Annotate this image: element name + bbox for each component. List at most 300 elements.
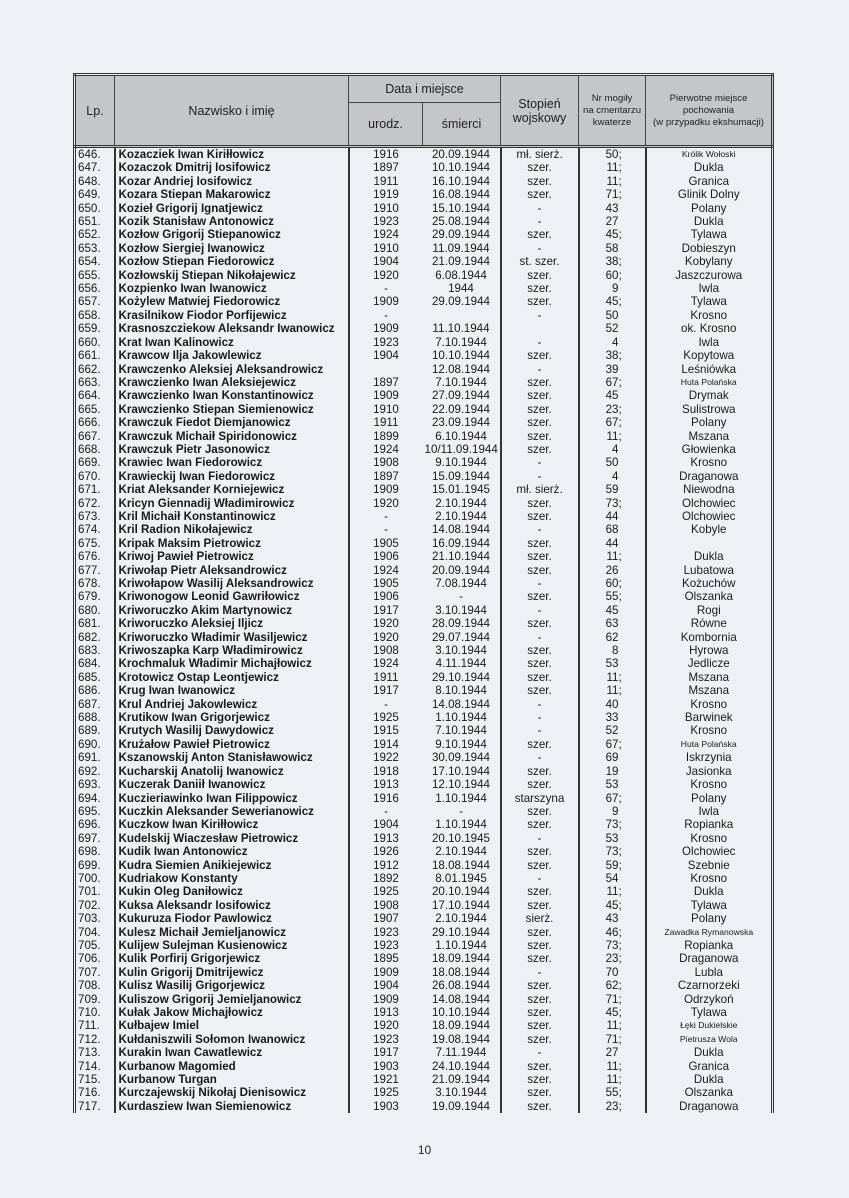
original-burial-place: Barwinek — [646, 711, 773, 724]
row-number: 690. — [75, 738, 115, 751]
table-row — [75, 322, 773, 335]
original-burial-place: Tylawa — [646, 228, 773, 241]
original-burial-place: Draganowa — [646, 1100, 773, 1113]
grave-number-separator: ; — [618, 925, 622, 939]
birth-year: 1904 — [373, 349, 399, 363]
soldier-name: Krug Iwan Iwanowicz — [115, 684, 349, 697]
death-date: 29.09.1944 — [423, 228, 501, 241]
table-row — [75, 416, 773, 429]
death-date: 10.10.1944 — [423, 1006, 501, 1019]
military-rank: - — [501, 832, 579, 845]
row-number: 669. — [75, 456, 115, 469]
row-number: 662. — [75, 363, 115, 376]
grave-number-value: 62 — [605, 979, 619, 993]
soldier-name: Krużałow Pawieł Pietrowicz — [115, 738, 349, 751]
row-number: 664. — [75, 389, 115, 402]
grave-number-value: 38 — [605, 349, 619, 363]
soldier-name: Kozaczok Dmitrij Iosifowicz — [115, 161, 349, 174]
military-rank: szer. — [501, 859, 579, 872]
grave-number-value: 50 — [605, 308, 619, 322]
birth-year: 1925 — [373, 1086, 399, 1100]
original-burial-place: Kobylany — [646, 255, 773, 268]
table-header — [75, 75, 773, 147]
soldier-name: Kozłowskij Stiepan Nikołajewicz — [115, 269, 349, 282]
birth-year: 1903 — [373, 1059, 399, 1073]
grave-number — [579, 1006, 646, 1019]
military-rank: szer. — [501, 161, 579, 174]
military-rank: szer. — [501, 644, 579, 657]
grave-number — [579, 738, 646, 751]
table-row — [75, 926, 773, 939]
original-burial-place: Lubla — [646, 966, 773, 979]
military-rank: - — [501, 470, 579, 483]
row-number: 666. — [75, 416, 115, 429]
soldier-name: Krawczienko Iwan Aleksiejewicz — [115, 376, 349, 389]
military-rank: szer. — [501, 926, 579, 939]
row-number: 695. — [75, 805, 115, 818]
soldier-name: Kurczajewskij Nikołaj Dienisowicz — [115, 1086, 349, 1099]
soldier-name: Kriworuczko Władimir Wasiljewicz — [115, 631, 349, 644]
row-number: 691. — [75, 751, 115, 764]
soldier-name: Krawczienko Stiepan Siemienowicz — [115, 403, 349, 416]
grave-number-value: 45 — [605, 1006, 619, 1019]
grave-number — [579, 792, 646, 805]
row-number: 709. — [75, 993, 115, 1006]
row-number: 672. — [75, 497, 115, 510]
header-grave — [579, 75, 646, 147]
death-date: 18.09.1944 — [423, 1019, 501, 1032]
row-number: 648. — [75, 175, 115, 188]
original-burial-place: Olszanka — [646, 590, 773, 603]
grave-number-value: 4 — [612, 469, 619, 483]
grave-number-value: 43 — [605, 912, 619, 926]
original-burial-place: Królik Wołoski — [646, 147, 773, 162]
grave-number-value: 11 — [606, 174, 619, 188]
soldier-name: Kułak Jakow Michajłowicz — [115, 1006, 349, 1019]
row-number: 659. — [75, 322, 115, 335]
military-rank: szer. — [501, 175, 579, 188]
original-burial-place: Tylawa — [646, 1006, 773, 1019]
original-burial-place: Ropianka — [646, 818, 773, 831]
table-row — [75, 161, 773, 174]
original-burial-place: Olszanka — [646, 1086, 773, 1099]
original-burial-place: Dukla — [646, 1073, 773, 1086]
death-date: 8.10.1944 — [423, 684, 501, 697]
birth-year: 1916 — [373, 791, 399, 805]
death-date: 1.10.1944 — [423, 939, 501, 952]
military-rank: szer. — [501, 430, 579, 443]
military-rank: - — [501, 456, 579, 469]
military-rank: - — [501, 724, 579, 737]
grave-number-value: 11 — [606, 550, 619, 564]
birth-year: 1924 — [373, 657, 399, 671]
original-burial-place: Łęki Dukielskie — [646, 1019, 773, 1032]
military-rank: szer. — [501, 537, 579, 550]
soldier-name: Kozik Stanisław Antonowicz — [115, 215, 349, 228]
grave-number-separator: ; — [618, 174, 622, 188]
soldier-name: Kulisz Wasilij Grigorjewicz — [115, 979, 349, 992]
soldier-name: Kozłow Siergiej Iwanowicz — [115, 242, 349, 255]
death-date: 18.08.1944 — [423, 966, 501, 979]
soldier-name: Krawczuk Pietr Jasonowicz — [115, 443, 349, 456]
grave-number-value: 73 — [605, 845, 619, 859]
grave-number-value: 44 — [605, 536, 619, 550]
grave-number — [579, 832, 646, 845]
military-rank: szer. — [501, 376, 579, 389]
soldier-name: Krawiec Iwan Fiedorowicz — [115, 456, 349, 469]
military-rank: szer. — [501, 564, 579, 577]
header-name: Nazwisko i imię — [115, 75, 349, 147]
original-burial-place: Krosno — [646, 832, 773, 845]
table-row — [75, 711, 773, 724]
table-row — [75, 188, 773, 201]
military-rank: szer. — [501, 1033, 579, 1046]
military-rank: szer. — [501, 403, 579, 416]
header-birth: urodz. — [349, 103, 423, 147]
row-number: 710. — [75, 1006, 115, 1019]
row-number: 715. — [75, 1073, 115, 1086]
original-burial-place: Leśniówka — [646, 363, 773, 376]
military-rank: sierż. — [501, 912, 579, 925]
original-burial-place: Glinik Dolny — [646, 188, 773, 201]
table-row — [75, 537, 773, 550]
death-date: 21.09.1944 — [423, 1073, 501, 1086]
military-rank: szer. — [501, 1019, 579, 1032]
table-row — [75, 349, 773, 362]
row-number: 698. — [75, 845, 115, 858]
military-rank: starszyna — [501, 792, 579, 805]
row-number: 683. — [75, 644, 115, 657]
soldier-name: Kozara Stiepan Makarowicz — [115, 188, 349, 201]
table-row — [75, 845, 773, 858]
grave-number — [579, 336, 646, 349]
original-burial-place: Krosno — [646, 309, 773, 322]
row-number: 673. — [75, 510, 115, 523]
grave-number-value: 52 — [605, 724, 619, 738]
death-date: 2.10.1944 — [423, 510, 501, 523]
header-rank — [501, 75, 579, 147]
grave-number-value: 71 — [605, 992, 619, 1006]
grave-number — [579, 537, 646, 550]
grave-number-value: 43 — [605, 201, 619, 215]
soldier-name: Kudelskij Wiaczesław Pietrowicz — [115, 832, 349, 845]
original-burial-place: Granica — [646, 1060, 773, 1073]
grave-number-value: 55 — [605, 590, 619, 604]
original-burial-place: Drymak — [646, 389, 773, 402]
military-rank: szer. — [501, 617, 579, 630]
grave-number-value: 70 — [605, 965, 619, 979]
original-burial-place: Dukla — [646, 1046, 773, 1059]
original-burial-place: Draganowa — [646, 952, 773, 965]
military-rank: szer. — [501, 979, 579, 992]
birth-year: - — [384, 308, 388, 322]
grave-number-separator: ; — [618, 228, 622, 242]
soldier-name: Krawczuk Fiedot Diemjanowicz — [115, 416, 349, 429]
birth-year: 1925 — [373, 711, 399, 725]
birth-year: - — [384, 282, 388, 296]
original-burial-place: Olchowiec — [646, 510, 773, 523]
grave-number-value: 67 — [605, 737, 619, 751]
row-number: 658. — [75, 309, 115, 322]
grave-number-value: 50 — [605, 148, 619, 161]
original-burial-place: Iwla — [646, 336, 773, 349]
original-burial-place: Ropianka — [646, 939, 773, 952]
military-rank: szer. — [501, 1086, 579, 1099]
military-rank: szer. — [501, 510, 579, 523]
military-rank: - — [501, 631, 579, 644]
birth-year: 1916 — [373, 148, 399, 161]
grave-number — [579, 617, 646, 630]
original-burial-place: Krosno — [646, 698, 773, 711]
soldier-name: Kurakin Iwan Cawatlewicz — [115, 1046, 349, 1059]
table-row — [75, 885, 773, 898]
death-date: 18.08.1944 — [423, 859, 501, 872]
grave-number-separator: ; — [618, 1073, 622, 1087]
military-rank: szer. — [501, 550, 579, 563]
table-row — [75, 859, 773, 872]
table-row — [75, 523, 773, 536]
grave-number-value: 23 — [605, 1099, 619, 1113]
table-row — [75, 698, 773, 711]
row-number: 679. — [75, 590, 115, 603]
grave-number — [579, 1100, 646, 1113]
military-rank: - — [501, 604, 579, 617]
table-row — [75, 269, 773, 282]
original-burial-place: Mszana — [646, 671, 773, 684]
table-row — [75, 912, 773, 925]
grave-number — [579, 202, 646, 215]
military-rank: szer. — [501, 1006, 579, 1019]
death-date: 7.10.1944 — [423, 376, 501, 389]
header-original-place — [646, 75, 773, 147]
death-date: 29.10.1944 — [423, 671, 501, 684]
military-rank: szer. — [501, 657, 579, 670]
grave-number-value: 23 — [605, 952, 619, 966]
grave-number-separator: ; — [618, 858, 622, 872]
soldier-name: Krochmaluk Władimir Michajłowicz — [115, 657, 349, 670]
grave-number — [579, 1046, 646, 1059]
row-number: 687. — [75, 698, 115, 711]
table-row — [75, 590, 773, 603]
table-row — [75, 309, 773, 322]
table-row — [75, 979, 773, 992]
row-number: 655. — [75, 269, 115, 282]
military-rank: - — [501, 698, 579, 711]
grave-number — [579, 1060, 646, 1073]
birth-year: 1921 — [373, 1073, 399, 1087]
death-date: 27.09.1944 — [423, 389, 501, 402]
grave-number-value: 67 — [605, 416, 619, 430]
grave-number-value: 23 — [605, 402, 619, 416]
original-burial-place: Pietrusza Wola — [646, 1033, 773, 1046]
birth-year: 1913 — [373, 1006, 399, 1019]
death-date: 16.09.1944 — [423, 537, 501, 550]
original-burial-place: Polany — [646, 202, 773, 215]
death-date: 1.10.1944 — [423, 818, 501, 831]
death-date: 30.09.1944 — [423, 751, 501, 764]
row-number: 649. — [75, 188, 115, 201]
soldier-name: Kriwoszapka Karp Władimirowicz — [115, 644, 349, 657]
birth-year: 1923 — [373, 335, 399, 349]
death-date: 17.10.1944 — [423, 765, 501, 778]
grave-number-separator: ; — [618, 684, 622, 698]
grave-number-separator: ; — [618, 295, 622, 309]
grave-number-value: 53 — [605, 831, 619, 845]
header-rank-line2: wojskowy — [512, 110, 567, 125]
military-rank: szer. — [501, 818, 579, 831]
grave-number — [579, 564, 646, 577]
military-rank — [501, 322, 579, 335]
grave-number — [579, 778, 646, 791]
grave-number-separator: ; — [618, 590, 622, 604]
row-number: 646. — [75, 147, 115, 162]
original-burial-place: Tylawa — [646, 295, 773, 308]
row-number: 717. — [75, 1100, 115, 1113]
military-rank: - — [501, 1046, 579, 1059]
header-lp: Lp. — [75, 75, 115, 147]
birth-year: 1909 — [373, 992, 399, 1006]
grave-number — [579, 1073, 646, 1086]
table-row — [75, 671, 773, 684]
birth-year: 1917 — [373, 684, 399, 698]
soldier-name: Kucharskij Anatolij Iwanowicz — [115, 765, 349, 778]
death-date: 2.10.1944 — [423, 912, 501, 925]
birth-year: 1908 — [373, 644, 399, 658]
table-row — [75, 939, 773, 952]
grave-number — [579, 309, 646, 322]
row-number: 714. — [75, 1060, 115, 1073]
original-burial-place: Mszana — [646, 684, 773, 697]
original-burial-place: Kobyle — [646, 523, 773, 536]
grave-number-separator: ; — [618, 550, 622, 564]
original-burial-place: Szebnie — [646, 859, 773, 872]
birth-year: 1897 — [373, 469, 399, 483]
soldier-name: Kriworuczko Aleksiej Iljicz — [115, 617, 349, 630]
grave-number — [579, 523, 646, 536]
military-rank: szer. — [501, 738, 579, 751]
grave-number-separator: ; — [618, 952, 622, 966]
soldier-name: Kozieł Grigorij Ignatjewicz — [115, 202, 349, 215]
soldier-name: Kurbanow Turgan — [115, 1073, 349, 1086]
death-date: - — [423, 590, 501, 603]
death-date: 18.09.1944 — [423, 952, 501, 965]
table-row — [75, 389, 773, 402]
original-burial-place: Równe — [646, 617, 773, 630]
grave-number — [579, 818, 646, 831]
birth-year: 1915 — [373, 724, 399, 738]
military-rank: - — [501, 751, 579, 764]
original-burial-place: Polany — [646, 792, 773, 805]
grave-number-value: 53 — [605, 657, 619, 671]
birth-year: 1905 — [373, 536, 399, 550]
grave-number-separator: ; — [618, 268, 622, 282]
birth-year: - — [384, 804, 388, 818]
military-rank: - — [501, 309, 579, 322]
grave-number — [579, 979, 646, 992]
soldier-name: Kurdasziew Iwan Siemienowicz — [115, 1100, 349, 1113]
soldier-name: Kożylew Matwiej Fiedorowicz — [115, 295, 349, 308]
death-date: 16.10.1944 — [423, 175, 501, 188]
grave-number — [579, 363, 646, 376]
birth-year: 1913 — [373, 831, 399, 845]
grave-number-separator: ; — [618, 402, 622, 416]
grave-number-separator: ; — [618, 1086, 622, 1100]
grave-number-separator: ; — [618, 791, 622, 805]
table-row — [75, 510, 773, 523]
death-date: 21.10.1944 — [423, 550, 501, 563]
death-date: 3.10.1944 — [423, 604, 501, 617]
table-row — [75, 899, 773, 912]
header-grave-line1: Nr mogiły — [591, 92, 633, 104]
death-date: 10.10.1944 — [423, 349, 501, 362]
row-number: 707. — [75, 966, 115, 979]
table-row — [75, 617, 773, 630]
grave-number — [579, 952, 646, 965]
table-row — [75, 295, 773, 308]
original-burial-place: Jasionka — [646, 765, 773, 778]
grave-number-separator: ; — [618, 885, 622, 899]
row-number: 657. — [75, 295, 115, 308]
grave-number-value: 4 — [612, 335, 619, 349]
birth-year: 1918 — [373, 764, 399, 778]
table-row — [75, 228, 773, 241]
military-rank: szer. — [501, 684, 579, 697]
grave-number — [579, 684, 646, 697]
death-date: 29.09.1944 — [423, 295, 501, 308]
table-row — [75, 604, 773, 617]
grave-number-value: 39 — [605, 362, 619, 376]
original-burial-place: Iwla — [646, 805, 773, 818]
grave-number-value: 73 — [605, 496, 619, 510]
row-number: 670. — [75, 470, 115, 483]
death-date: 3.10.1944 — [423, 644, 501, 657]
row-number: 680. — [75, 604, 115, 617]
birth-year: 1917 — [373, 1046, 399, 1060]
death-date: 14.08.1944 — [423, 698, 501, 711]
grave-number-value: 11 — [606, 670, 619, 684]
death-date: 20.09.1944 — [423, 147, 501, 162]
original-burial-place: Dukla — [646, 215, 773, 228]
death-date: 10.10.1944 — [423, 161, 501, 174]
death-date: 7.10.1944 — [423, 336, 501, 349]
row-number: 668. — [75, 443, 115, 456]
soldier-name: Kuczkin Aleksander Sewerianowicz — [115, 805, 349, 818]
grave-number — [579, 1033, 646, 1046]
birth-year: 1919 — [373, 188, 399, 202]
death-date: 14.08.1944 — [423, 523, 501, 536]
grave-number-separator: ; — [618, 1006, 622, 1019]
grave-number — [579, 885, 646, 898]
birth-year: 1910 — [373, 241, 399, 255]
soldier-name: Krul Andriej Jakowlewicz — [115, 698, 349, 711]
death-date: 29.10.1944 — [423, 926, 501, 939]
birth-year: 1909 — [373, 965, 399, 979]
original-burial-place: Zawadka Rymanowska — [646, 926, 773, 939]
grave-number — [579, 724, 646, 737]
soldier-name: Kozacziek Iwan Kiriłłowicz — [115, 147, 349, 162]
table-row — [75, 644, 773, 657]
grave-number-value: 45 — [605, 603, 619, 617]
row-number: 647. — [75, 161, 115, 174]
original-burial-place: Krosno — [646, 724, 773, 737]
row-number: 688. — [75, 711, 115, 724]
military-rank: - — [501, 711, 579, 724]
birth-year: 1911 — [373, 670, 399, 684]
row-number: 702. — [75, 899, 115, 912]
birth-year: 1917 — [373, 603, 399, 617]
table-row — [75, 738, 773, 751]
death-date: 20.09.1944 — [423, 564, 501, 577]
